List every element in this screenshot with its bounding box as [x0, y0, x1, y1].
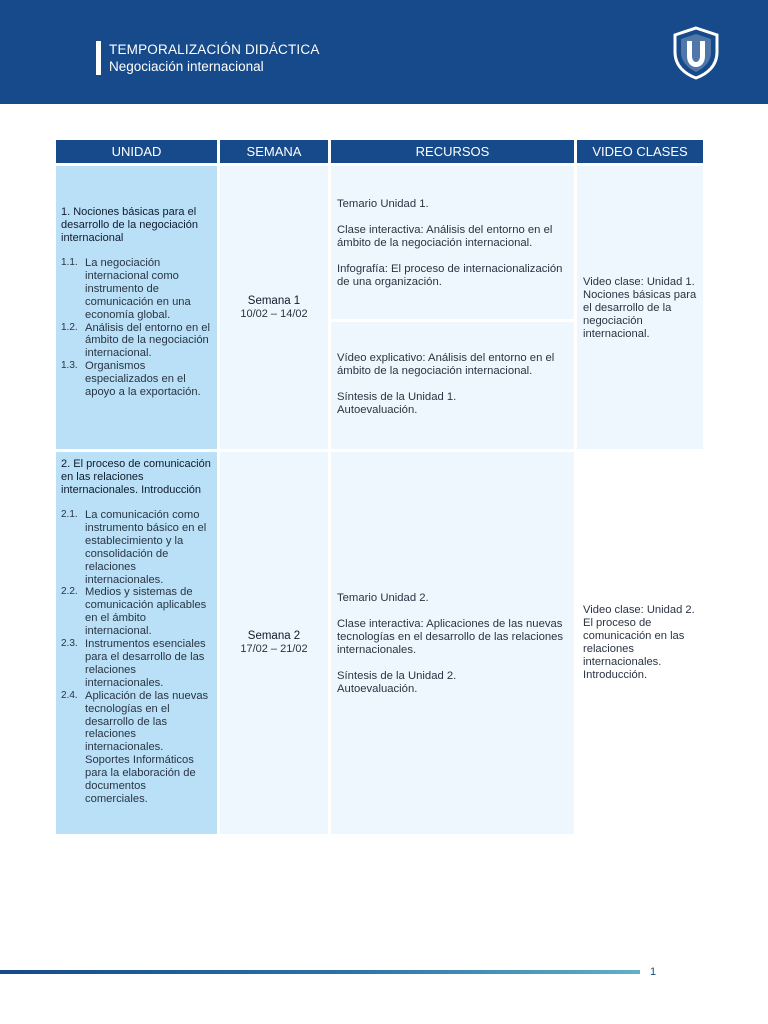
list-item: 2.3. Instrumentos esenciales para el desarrollo de las relaciones internacionales.	[61, 638, 206, 689]
column-header-unidad: UNIDAD	[56, 140, 217, 163]
week-2-label: Semana 2	[247, 630, 301, 642]
list-item: 1.3. Organismos especializados en el apoyo a la exportación.	[61, 360, 201, 399]
resource-item: Clase interactiva: Análisis del entorno en el ámbito de la negociación internacional.	[337, 224, 553, 249]
list-item: 2.4. Aplicación de las nuevas tecnologías en el desarrollo de las relaciones internacionales. Soportes Informáticos para la elaboración de documentos comerciales.	[61, 689, 209, 805]
column-header-recursos: RECURSOS	[331, 140, 574, 163]
column-header-video-clases: VIDEO CLASES	[577, 140, 703, 163]
video-2-cell	[577, 452, 703, 834]
video-1-cell	[577, 166, 703, 449]
week-2-dates: 17/02 – 21/02	[240, 643, 308, 655]
resource-item: Clase interactiva: Aplicaciones de las nuevas tecnologías en el desarrollo de las relaciones internacionales.	[337, 618, 564, 656]
header-accent-bar	[96, 41, 101, 75]
column-header-semana: SEMANA	[220, 140, 328, 163]
video-class-2: Video clase: Unidad 2. El proceso de comunicación en las relaciones internacionales. Introducción.	[583, 604, 695, 681]
resource-item: Síntesis de la Unidad 1. Autoevaluación.	[337, 391, 457, 416]
resource-item: Infografía: El proceso de internacionalización de una organización.	[337, 263, 563, 288]
resources-2-cell	[331, 452, 574, 834]
page-header	[0, 0, 768, 104]
resource-item: Temario Unidad 1.	[337, 198, 429, 210]
unit-1-cell	[56, 166, 217, 449]
resources-1b-cell	[331, 322, 574, 449]
page-number: 1	[650, 966, 657, 978]
video-class-1: Video clase: Unidad 1. Nociones básicas para el desarrollo de la negociación internacional.	[583, 276, 697, 340]
unit-2-cell	[56, 452, 217, 834]
resource-item: Vídeo explicativo: Análisis del entorno en el ámbito de la negociación internacional.	[337, 352, 555, 377]
week-1-label: Semana 1	[247, 294, 301, 307]
course-name: Negociación internacional	[109, 59, 264, 74]
list-item: 2.2. Medios y sistemas de comunicación aplicables en el ámbito internacional.	[61, 586, 207, 638]
document-title: TEMPORALIZACIÓN DIDÁCTICA	[109, 42, 320, 57]
footer-divider	[0, 970, 640, 974]
unit-1-title: 1. Nociones básicas para el desarrollo de la negociación internacional	[61, 206, 198, 244]
week-1-dates: 10/02 – 14/02	[240, 307, 308, 320]
list-item: 2.1. La comunicación como instrumento básico en el establecimiento y la consolidación de relaciones internacionales.	[61, 509, 207, 586]
resources-1a-cell	[331, 166, 574, 319]
list-item: 1.1. La negociación internacional como instrumento de comunicación en una economía global.	[61, 257, 191, 321]
resource-item: Síntesis de la Unidad 2. Autoevaluación.	[337, 670, 457, 695]
university-shield-logo-icon	[670, 26, 722, 80]
list-item: 1.2. Análisis del entorno en el ámbito de la negociación internacional.	[61, 321, 211, 360]
unit-2-title: 2. El proceso de comunicación en las relaciones internacionales. Introducción	[61, 458, 211, 496]
week-2-cell	[220, 452, 328, 834]
resource-item: Temario Unidad 2.	[337, 592, 429, 604]
week-1-cell	[220, 166, 328, 449]
